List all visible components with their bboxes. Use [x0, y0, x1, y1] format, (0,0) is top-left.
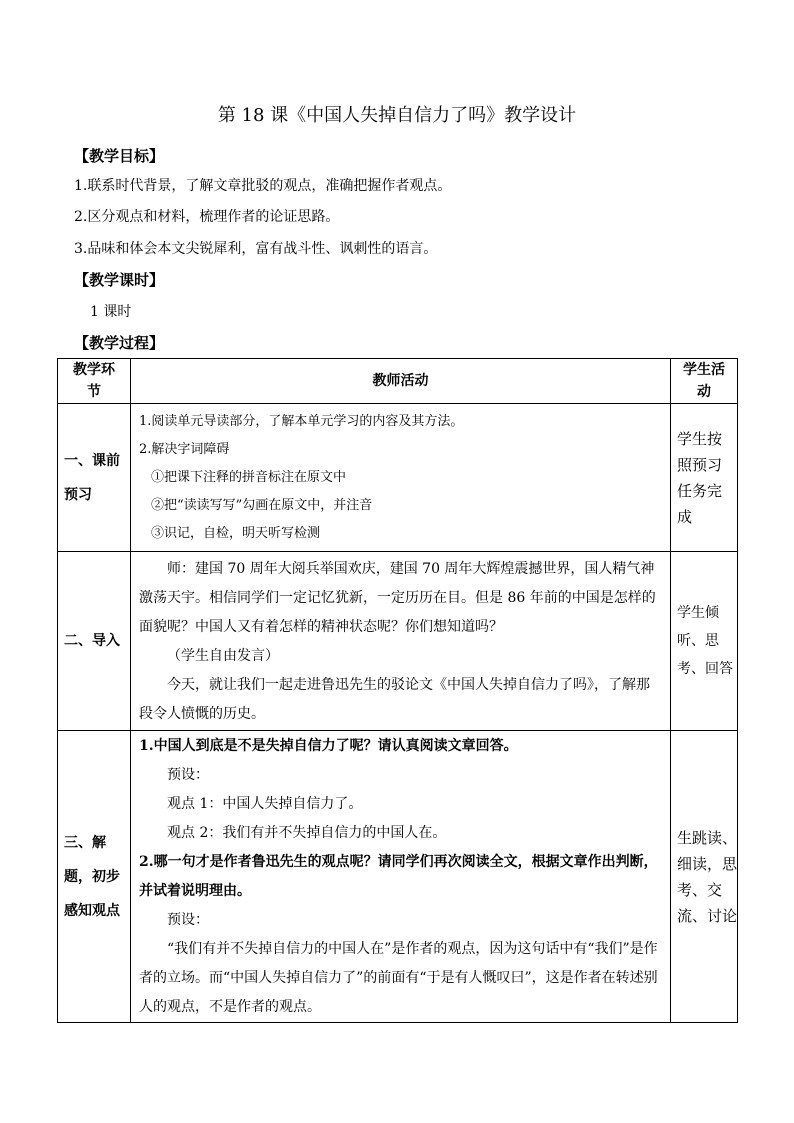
activity-line: ②把“读读写写”勾画在原文中，并注音 — [151, 498, 373, 513]
objective-item-3: 3.品味和体会本文尖锐犀利，富有战斗性、讽刺性的语言。 — [74, 241, 438, 257]
activity-line: 2.解决字词障碍 — [139, 442, 230, 457]
student-activity-cell: 生跳读、细读，思考、交流、讨论 — [671, 731, 738, 1023]
table-row — [58, 404, 738, 552]
document-title: 第 18 课《中国人失掉自信力了吗》教学设计 — [217, 105, 577, 126]
activity-question: 1.中国人到底是不是失掉自信力了呢？请认真阅读文章回答。 — [139, 738, 518, 754]
activity-paragraph: 观点 1：中国人失掉自信力了。 — [167, 796, 363, 812]
lesson-plan-table — [57, 358, 738, 1023]
activity-paragraph: 今天，就让我们一起走进鲁迅先生的驳论文《中国人失掉自信力了吗》，了解那段令人愤慨的历史。 — [139, 677, 650, 722]
activity-question: 2.哪一句才是作者鲁迅先生的观点呢？请同学们再次阅读全文，根据文章作出判断，并试着说明理由。 — [139, 854, 658, 899]
stage-cell: 二、导入 — [58, 552, 131, 731]
stage-cell: 三、解题，初步感知观点 — [58, 731, 131, 1023]
table-header-row — [58, 359, 738, 404]
activity-paragraph: （学生自由发言） — [167, 648, 279, 664]
teacher-activity-cell — [131, 552, 671, 731]
activity-paragraph: 预设： — [167, 767, 209, 783]
teacher-activity-cell — [131, 404, 671, 552]
objectives-heading: 【教学目标】 — [74, 147, 165, 165]
activity-line: 1.阅读单元导读部分，了解本单元学习的内容及其方法。 — [139, 414, 464, 429]
activity-line: ③识记，自检，明天听写检测 — [151, 526, 321, 541]
activity-paragraph: 观点 2：我们有并不失掉自信力的中国人在。 — [167, 825, 447, 841]
activity-line: ①把课下注释的拼音标注在原文中 — [151, 470, 347, 485]
hours-value: 1 课时 — [90, 304, 132, 320]
activity-paragraph: 预设： — [167, 912, 209, 928]
header-stage: 教学环节 — [58, 359, 131, 404]
process-heading: 【教学过程】 — [74, 334, 165, 352]
activity-paragraph: 师：建国 70 周年大阅兵举国欢庆，建国 70 周年大辉煌震撼世界，国人精气神激荡天宇。相信同学们一定记忆犹新，一定历历在目。但是 86 年前的中国是怎样的面貌呢？中国人又有着怎样的精神状态呢？你们想知道吗？ — [139, 561, 656, 635]
table-row — [58, 731, 738, 1023]
header-student: 学生活动 — [671, 359, 738, 404]
objective-item-1: 1.联系时代背景，了解文章批驳的观点，准确把握作者观点。 — [74, 178, 452, 194]
teacher-activity-cell — [131, 731, 671, 1023]
activity-paragraph: “我们有并不失掉自信力的中国人在”是作者的观点，因为这句话中有“我们”是作者的立场。而“中国人失掉自信力了”的前面有“于是有人慨叹曰”，这是作者在转述别人的观点，不是作者的观点。 — [139, 941, 658, 1015]
student-activity-cell: 学生按照预习任务完成 — [671, 404, 738, 552]
objective-item-2: 2.区分观点和材料，梳理作者的论证思路。 — [74, 209, 340, 225]
table-row — [58, 552, 738, 731]
stage-cell: 一、课前预习 — [58, 404, 131, 552]
student-activity-cell: 学生倾听、思考、回答 — [671, 552, 738, 731]
header-teacher: 教师活动 — [131, 359, 671, 404]
hours-heading: 【教学课时】 — [74, 271, 165, 289]
